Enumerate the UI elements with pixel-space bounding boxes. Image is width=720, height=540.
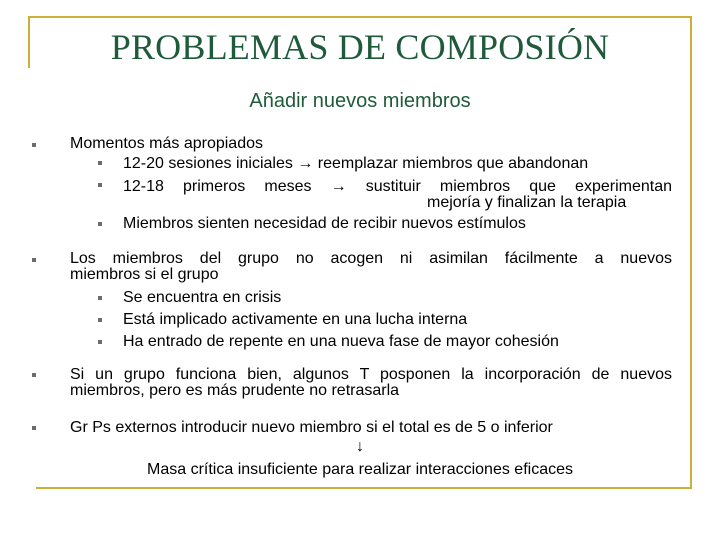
- bullet-2-line-1: Los miembros del grupo no acogen ni asimilan fácilmente a nuevos: [70, 250, 672, 267]
- bullet-2-line-2: miembros si el grupo: [70, 266, 219, 283]
- bullet-1-sub-3: Miembros sienten necesidad de recibir nuevos estímulos: [123, 215, 526, 232]
- bullet-square-icon: [32, 258, 36, 262]
- bullet-1-sub-1: 12-20 sesiones iniciales → reemplazar miembros que abandonan: [123, 155, 589, 172]
- bullet-1-sub-2: 12-18 primeros meses → sustituir miembros que experimentan: [123, 178, 672, 195]
- frame-top-line: [28, 16, 692, 18]
- bullet-2-sub-1: Se encuentra en crisis: [123, 289, 282, 306]
- slide-subtitle: Añadir nuevos miembros: [249, 90, 471, 112]
- sub-bullet-square-icon: [98, 183, 102, 187]
- frame-bottom-line: [36, 487, 692, 489]
- bullet-4-line-1: Gr Ps externos introducir nuevo miembro si el total es de 5 o inferior: [70, 419, 553, 436]
- sub-bullet-square-icon: [98, 222, 102, 226]
- bullet-square-icon: [32, 143, 36, 147]
- sub-bullet-square-icon: [98, 296, 102, 300]
- bullet-2-sub-3: Ha entrado de repente en una nueva fase de mayor cohesión: [123, 333, 559, 350]
- bullet-3-line-2: miembros, pero es más prudente no retrasarla: [70, 382, 400, 399]
- bullet-4-line-2: Masa crítica insuficiente para realizar interacciones eficaces: [147, 461, 573, 478]
- bullet-square-icon: [32, 426, 36, 430]
- sub-bullet-square-icon: [98, 161, 102, 165]
- bullet-1-text: Momentos más apropiados: [70, 135, 263, 152]
- frame-right-line: [690, 16, 692, 489]
- sub-bullet-square-icon: [98, 340, 102, 344]
- sub-bullet-square-icon: [98, 318, 102, 322]
- bullet-square-icon: [32, 373, 36, 377]
- down-arrow-icon: ↓: [356, 438, 364, 455]
- slide-title: PROBLEMAS DE COMPOSIÓN: [110, 27, 610, 67]
- bullet-1-sub-2-continuation: mejoría y finalizan la terapia: [427, 194, 627, 211]
- bullet-2-sub-2: Está implicado activamente en una lucha interna: [123, 311, 468, 328]
- bullet-3-line-1: Si un grupo funciona bien, algunos T posponen la incorporación de nuevos: [70, 366, 672, 383]
